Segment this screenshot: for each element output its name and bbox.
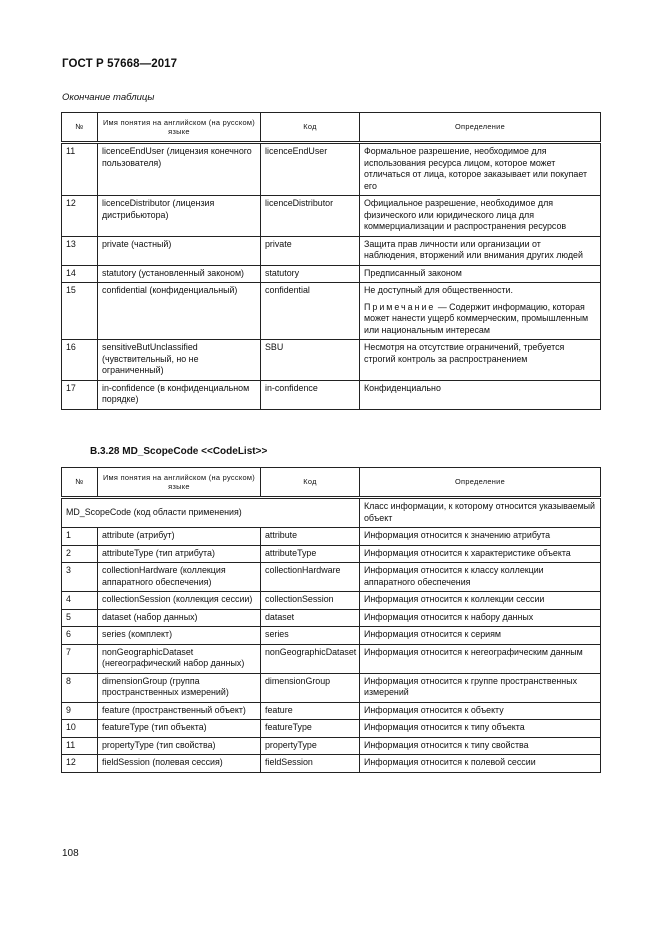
table-row <box>62 283 601 340</box>
table-row <box>62 340 601 381</box>
table-row <box>62 609 601 627</box>
column-header-name: Имя понятия на английском (на русском) языке <box>98 468 261 498</box>
concept-name: in-confidence (в конфиденциальном порядке) <box>98 380 261 409</box>
row-number: 11 <box>62 143 98 196</box>
concept-code: private <box>261 236 360 265</box>
column-header-definition: Определение <box>360 113 601 143</box>
row-number: 3 <box>62 563 98 592</box>
concept-code: confidential <box>261 283 360 340</box>
concept-definition: Информация относится к классу коллекции аппаратного обеспечения <box>360 563 601 592</box>
concept-definition: Конфиденциально <box>360 380 601 409</box>
concept-definition: Информация относится к полевой сессии <box>360 755 601 773</box>
concept-definition: Информация относится к объекту <box>360 702 601 720</box>
concept-name: dataset (набор данных) <box>98 609 261 627</box>
concept-name: collectionHardware (коллекция аппаратного обеспечения) <box>98 563 261 592</box>
row-number: 11 <box>62 737 98 755</box>
concept-code: attributeType <box>261 545 360 563</box>
row-number: 13 <box>62 236 98 265</box>
table-row <box>62 236 601 265</box>
concept-definition: Защита прав личности или организации от наблюдения, вторжений или внимания других людей <box>360 236 601 265</box>
table-row <box>62 673 601 702</box>
concept-name: statutory (установленный законом) <box>98 265 261 283</box>
concept-code: collectionHardware <box>261 563 360 592</box>
definition-text: Не доступный для общественности. <box>364 285 513 295</box>
table-row <box>62 265 601 283</box>
column-header-code: Код <box>261 468 360 498</box>
table-row <box>62 592 601 610</box>
concept-code: in-confidence <box>261 380 360 409</box>
page-number: 108 <box>62 848 79 859</box>
concept-code: licenceEndUser <box>261 143 360 196</box>
column-header-definition: Определение <box>360 468 601 498</box>
row-number: 7 <box>62 644 98 673</box>
column-header-number: № <box>62 468 98 498</box>
document-header: ГОСТ Р 57668—2017 <box>62 58 178 70</box>
column-header-code: Код <box>261 113 360 143</box>
class-name-cell: MD_ScopeCode (код области применения) <box>62 498 360 528</box>
row-number: 6 <box>62 627 98 645</box>
concept-code: dataset <box>261 609 360 627</box>
concept-definition: Информация относится к набору данных <box>360 609 601 627</box>
concept-definition: Информация относится к типу объекта <box>360 720 601 738</box>
row-number: 9 <box>62 702 98 720</box>
table-row <box>62 545 601 563</box>
row-number: 4 <box>62 592 98 610</box>
table-body <box>62 498 601 773</box>
concept-code: propertyType <box>261 737 360 755</box>
concept-definition: Информация относится к сериям <box>360 627 601 645</box>
row-number: 16 <box>62 340 98 381</box>
concept-name: feature (пространственный объект) <box>98 702 261 720</box>
table-continuation-caption: Окончание таблицы <box>62 92 155 103</box>
section-title: B.3.28 MD_ScopeCode <<CodeList>> <box>90 446 268 457</box>
concept-definition: Информация относится к значению атрибута <box>360 528 601 546</box>
scope-code-table <box>61 467 601 773</box>
concept-code: collectionSession <box>261 592 360 610</box>
concept-name: nonGeographicDataset (негеографический набор данных) <box>98 644 261 673</box>
table-row <box>62 644 601 673</box>
table-row <box>62 627 601 645</box>
concept-definition: Информация относится к коллекции сессии <box>360 592 601 610</box>
row-number: 15 <box>62 283 98 340</box>
concept-definition <box>360 283 601 340</box>
concept-name: attributeType (тип атрибута) <box>98 545 261 563</box>
class-row <box>62 498 601 528</box>
row-number: 12 <box>62 196 98 237</box>
row-number: 17 <box>62 380 98 409</box>
concept-code: fieldSession <box>261 755 360 773</box>
class-definition-cell: Класс информации, к которому относится указываемый объект <box>360 498 601 528</box>
concept-definition: Формальное разрешение, необходимое для использования ресурса лицом, которое может отличаться от лица, которое заказывает или покупает его <box>360 143 601 196</box>
table-row <box>62 737 601 755</box>
concept-definition: Информация относится к группе пространственных измерений <box>360 673 601 702</box>
definition-note <box>364 302 596 337</box>
concept-name: series (комплект) <box>98 627 261 645</box>
table-body <box>62 143 601 410</box>
concept-name: sensitiveButUnclassified (чувствительный, но не ограниченный) <box>98 340 261 381</box>
table-row <box>62 380 601 409</box>
row-number: 14 <box>62 265 98 283</box>
table-row <box>62 720 601 738</box>
license-restriction-table <box>61 112 601 410</box>
column-header-name: Имя понятия на английском (на русском) языке <box>98 113 261 143</box>
note-text: — Содержит информацию, которая может нанести ущерб коммерческим, промышленным или национальным интересам <box>364 301 589 335</box>
concept-name: private (частный) <box>98 236 261 265</box>
concept-code: dimensionGroup <box>261 673 360 702</box>
row-number: 5 <box>62 609 98 627</box>
concept-definition: Официальное разрешение, необходимое для физического или юридического лица для коммерциализации и распространения ресурсов <box>360 196 601 237</box>
table-row <box>62 563 601 592</box>
table-header-row <box>62 113 601 143</box>
column-header-number: № <box>62 113 98 143</box>
concept-definition: Информация относится к типу свойства <box>360 737 601 755</box>
table-row <box>62 196 601 237</box>
table-header-row <box>62 468 601 498</box>
table-row <box>62 755 601 773</box>
concept-name: licenceDistributor (лицензия дистрибьютора) <box>98 196 261 237</box>
concept-name: fieldSession (полевая сессия) <box>98 755 261 773</box>
concept-name: featureType (тип объекта) <box>98 720 261 738</box>
concept-code: featureType <box>261 720 360 738</box>
concept-code: SBU <box>261 340 360 381</box>
concept-definition: Информация относится к негеографическим данным <box>360 644 601 673</box>
concept-definition: Информация относится к характеристике объекта <box>360 545 601 563</box>
concept-name: licenceEndUser (лицензия конечного пользователя) <box>98 143 261 196</box>
note-label: Примечание <box>364 301 436 312</box>
row-number: 1 <box>62 528 98 546</box>
concept-code: series <box>261 627 360 645</box>
concept-name: dimensionGroup (группа пространственных измерений) <box>98 673 261 702</box>
row-number: 2 <box>62 545 98 563</box>
concept-name: confidential (конфиденциальный) <box>98 283 261 340</box>
concept-name: collectionSession (коллекция сессии) <box>98 592 261 610</box>
concept-definition: Предписанный законом <box>360 265 601 283</box>
concept-code: attribute <box>261 528 360 546</box>
concept-code: feature <box>261 702 360 720</box>
concept-name: propertyType (тип свойства) <box>98 737 261 755</box>
concept-code: licenceDistributor <box>261 196 360 237</box>
row-number: 10 <box>62 720 98 738</box>
table-row <box>62 528 601 546</box>
table-row <box>62 702 601 720</box>
concept-definition: Несмотря на отсутствие ограничений, требуется строгий контроль за распространением <box>360 340 601 381</box>
concept-code: nonGeographicDataset <box>261 644 360 673</box>
row-number: 12 <box>62 755 98 773</box>
concept-code: statutory <box>261 265 360 283</box>
table-row <box>62 143 601 196</box>
row-number: 8 <box>62 673 98 702</box>
concept-name: attribute (атрибут) <box>98 528 261 546</box>
